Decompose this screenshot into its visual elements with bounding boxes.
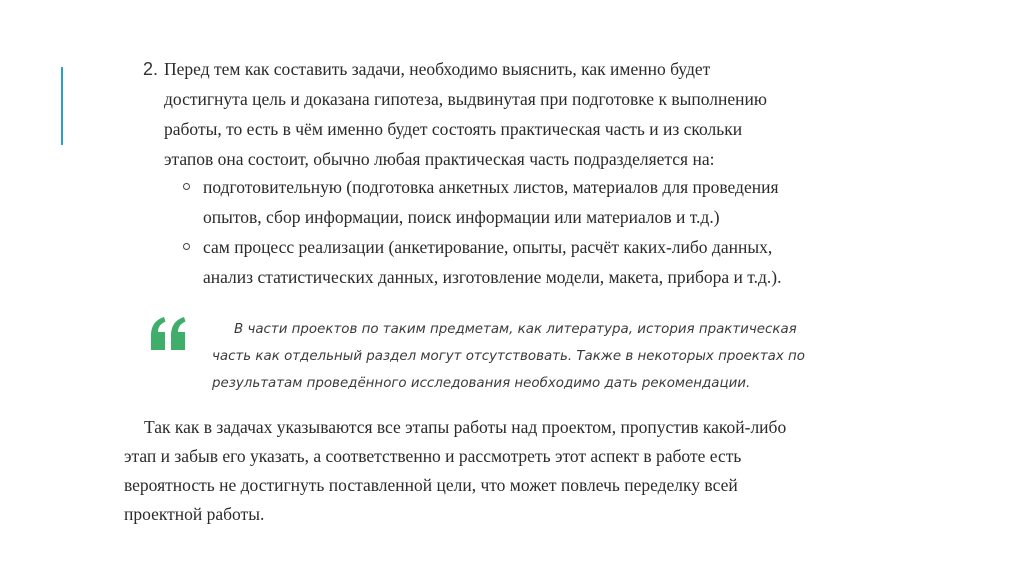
sub-item-line: анализ статистических данных, изготовление модели, макета, прибора и т.д.). — [203, 267, 782, 287]
closing-paragraph — [124, 413, 914, 529]
sub-item-line: опытов, сбор информации, поиск информации или материалов и т.д.) — [203, 207, 720, 227]
circle-bullet-icon — [183, 243, 190, 250]
quote-line: часть как отдельный раздел могут отсутствовать. Также в некоторых проектах по — [212, 349, 805, 364]
item-text — [164, 54, 903, 174]
quote-line: результатам проведённого исследования необходимо дать рекомендации. — [212, 376, 751, 391]
quote-icon — [148, 316, 188, 352]
item-line: этапов она состоит, обычно любая практическая часть подразделяется на: — [164, 149, 715, 169]
paragraph-line: вероятность не достигнуть поставленной цели, что может повлечь переделку всей — [124, 475, 738, 495]
sub-list-item — [180, 172, 900, 232]
quote-line: В части проектов по таким предметам, как литература, история практическая — [234, 322, 797, 337]
circle-bullet-icon — [183, 183, 190, 190]
item-number: 2. — [143, 59, 159, 79]
item-line: работы, то есть в чём именно будет состоять практическая часть и из скольки — [164, 119, 743, 139]
item-line: Перед тем как составить задачи, необходимо выяснить, как именно будет — [164, 59, 711, 79]
numbered-item — [143, 54, 903, 174]
sub-list-item — [180, 232, 900, 292]
paragraph-line: проектной работы. — [124, 504, 265, 524]
paragraph-line: этап и забыв его указать, а соответственно и рассмотреть этот аспект в работе есть — [124, 446, 742, 466]
sub-list — [180, 172, 900, 292]
sub-item-line: сам процесс реализации (анкетирование, опыты, расчёт каких-либо данных, — [203, 237, 773, 257]
blockquote — [212, 316, 892, 397]
item-line: достигнута цель и доказана гипотеза, выдвинутая при подготовке к выполнению — [164, 89, 767, 109]
sub-item-line: подготовительную (подготовка анкетных листов, материалов для проведения — [203, 177, 779, 197]
paragraph-line: Так как в задачах указываются все этапы работы над проектом, пропустив какой-либо — [144, 417, 787, 437]
